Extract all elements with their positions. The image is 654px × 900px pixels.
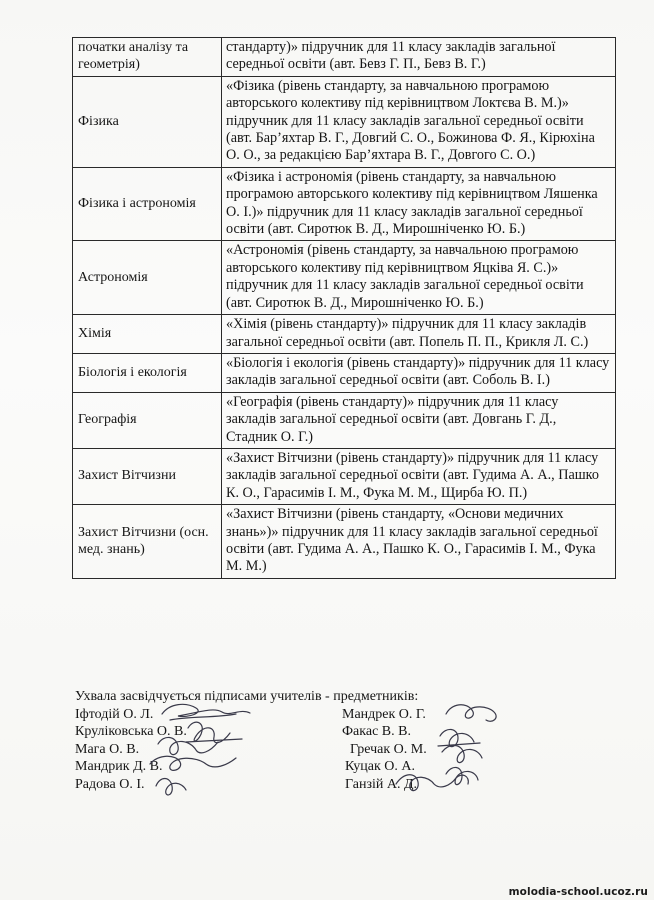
table-row <box>73 448 616 504</box>
table-row <box>73 76 616 167</box>
teacher-name: Радова О. І. <box>75 776 145 792</box>
teacher-name: Мандрек О. Г. <box>342 707 426 722</box>
textbook-cell: «Захист Вітчизни (рівень стандарту)» підручник для 11 класу закладів загальної середньої освіти (авт. Гудима А. А., Пашко К. О., Гарасимів І. М., Фука М. М., Щирба Ю. П.) <box>222 448 616 504</box>
table-row <box>73 38 616 77</box>
subject-cell: Фізика і астрономія <box>73 167 222 241</box>
textbook-cell: «Захист Вітчизни (рівень стандарту, «Основи медичних знань»)» підручник для 11 класу закладів загальної середньої освіти (авт. Гудима А. А., Пашко К. О., Гарасимів І. М., Фука М. М.) <box>222 505 616 579</box>
teacher-name: Ганзій А. Д. <box>345 776 418 792</box>
teacher-name: Круліковська О. В. <box>75 724 187 740</box>
textbook-cell: «Біологія і екологія (рівень стандарту)» підручник для 11 класу закладів загальної середньої освіти (авт. Соболь В. І.) <box>222 353 616 392</box>
table-row <box>73 353 616 392</box>
subject-cell: Біологія і екологія <box>73 353 222 392</box>
approval-block <box>75 688 615 793</box>
textbook-cell: стандарту)» підручник для 11 класу закладів загальної середньої освіти (авт. Бевз Г. П., Бевз В. Г.) <box>222 38 616 77</box>
signature-row <box>75 776 615 793</box>
table-row <box>73 505 616 579</box>
teacher-name: Мага О. В. <box>75 741 140 757</box>
subject-cell: Захист Вітчизни <box>73 448 222 504</box>
subject-cell: Захист Вітчизни (осн. мед. знань) <box>73 505 222 579</box>
textbook-cell: «Фізика і астрономія (рівень стандарту, за навчальною програмою авторського колективу під керівництвом Ляшенка О. І.)» підручник для 11 класу закладів загальної середньої освіти (авт. Сиротюк В. Д., Мирошніченко Ю. Б.) <box>222 167 616 241</box>
watermark: molodia-school.ucoz.ru <box>508 886 648 898</box>
subject-cell: початки аналізу та геометрія) <box>73 38 222 77</box>
textbook-cell: «Хімія (рівень стандарту)» підручник для 11 класу закладів загальної середньої освіти (авт. Попель П. П., Крикля Л. С.) <box>222 315 616 354</box>
textbook-cell: «Географія (рівень стандарту)» підручник для 11 класу закладів загальної середньої освіти (авт. Довгань Г. Д., Стадник О. Г.) <box>222 392 616 448</box>
textbook-cell: «Фізика (рівень стандарту, за навчальною програмою авторського колективу під керівництвом Локтєва В. М.)» підручник для 11 класу закладів загальної середньої освіти (авт. Бар’яхтар В. Г., Довгий С. О., Божинова Ф. Я., Кірюхіна О. О., за редакцією Бар’яхтара В. Г., Довгого С. О.) <box>222 76 616 167</box>
teacher-name: Факас В. В. <box>342 724 411 740</box>
teacher-name: Іфтодій О. Л. <box>75 707 154 722</box>
textbook-cell: «Астрономія (рівень стандарту, за навчальною програмою авторського колективу під керівництвом Яцківа Я. С.)» підручник для 11 класу закладів загальної середньої освіти (авт. Сиротюк В. Д., Мирошніченко Ю. Б.) <box>222 241 616 315</box>
signature-row <box>75 723 615 740</box>
table-row <box>73 392 616 448</box>
signature-row <box>75 758 615 775</box>
teacher-name: Куцак О. А. <box>345 759 416 775</box>
table-row <box>73 241 616 315</box>
approval-heading: Ухвала засвідчується підписами учителів - предметників: <box>75 689 419 704</box>
subject-cell: Астрономія <box>73 241 222 315</box>
teacher-name: Гречак О. М. <box>350 741 427 757</box>
signature-row <box>75 706 615 723</box>
subject-cell: Фізика <box>73 76 222 167</box>
signature-row <box>75 741 615 758</box>
teacher-name: Мандрик Д. В. <box>75 759 163 775</box>
subject-cell: Хімія <box>73 315 222 354</box>
subject-cell: Географія <box>73 392 222 448</box>
table-row <box>73 315 616 354</box>
table-row <box>73 167 616 241</box>
textbook-table <box>72 37 616 579</box>
